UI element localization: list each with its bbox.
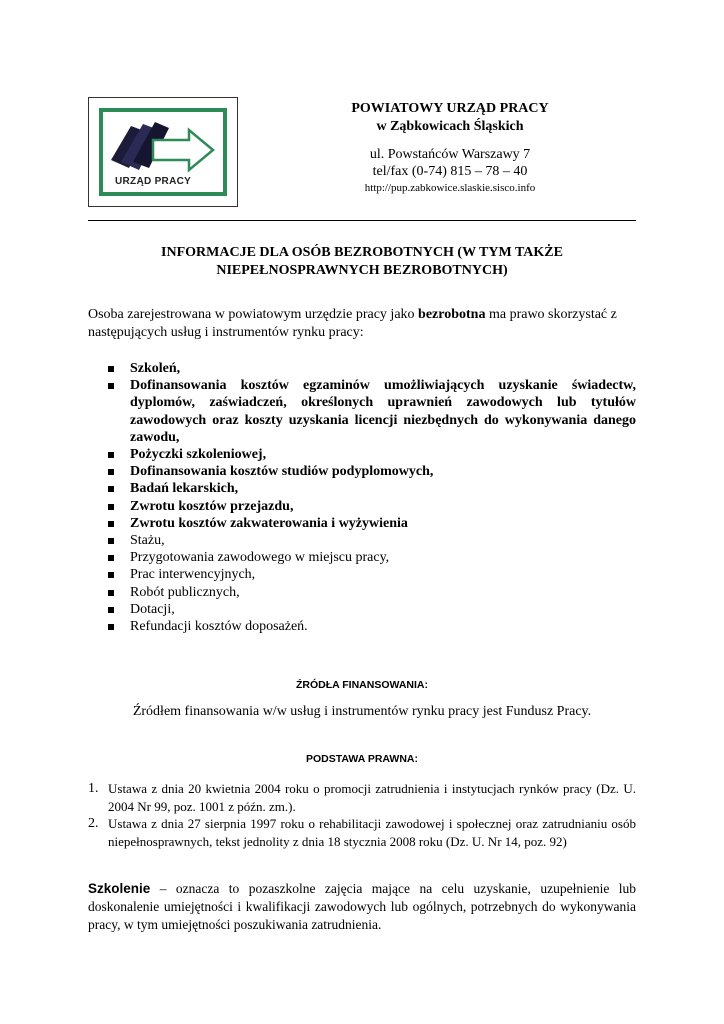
legal-item-number: 2.	[88, 816, 99, 831]
logo-frame	[99, 108, 227, 196]
office-address: ul. Powstańców Warszawy 7	[369, 147, 531, 162]
list-item: Dotacji,	[106, 601, 636, 618]
list-item: Prac interwencyjnych,	[106, 566, 636, 583]
list-item: Badań lekarskich,	[106, 480, 636, 497]
header-divider	[88, 220, 636, 221]
title-line-2: NIEPEŁNOSPRAWNYCH BEZROBOTNYCH)	[216, 263, 508, 278]
definition-term: Szkolenie	[88, 881, 151, 896]
list-item: Pożyczki szkoleniowej,	[106, 446, 636, 463]
intro-paragraph	[88, 306, 636, 342]
list-item: Dofinansowania kosztów egzaminów umożliwiających uzyskanie świadectw, dyplomów, zaświadczeń, określonych uprawnień zawodowych lub tytułów zawodowych oraz koszty uzyskania licencji niezbędnych do wykonywania danego zawodu,	[106, 377, 636, 446]
intro-after: ma prawo skorzystać z następujących usług i instrumentów rynku pracy:	[88, 307, 617, 340]
list-item: Szkoleń,	[106, 360, 636, 377]
list-item: Zwrotu kosztów zakwaterowania i wyżywienia	[106, 515, 636, 532]
definition-text: – oznacza to pozaszkolne zajęcia mające na celu uzyskanie, uzupełnienie lub doskonalenie umiejętności i kwalifikacji zawodowych lub ogólnych, potrzebnych do wykonywania pracy, w tym umiejętności poszukiwania zatrudnienia.	[88, 881, 636, 932]
list-item: Zwrotu kosztów przejazdu,	[106, 498, 636, 515]
office-url: http://pup.zabkowice.slaskie.sisco.info	[364, 182, 536, 194]
intro-before: Osoba zarejestrowana w powiatowym urzędzie pracy jako	[88, 307, 419, 322]
list-item	[88, 815, 636, 850]
legal-list	[88, 780, 636, 850]
office-location: w Ząbkowicach Śląskich	[376, 119, 524, 134]
services-list	[106, 360, 636, 635]
list-item: Robót publicznych,	[106, 584, 636, 601]
funding-heading: ŹRÓDŁA FINANSOWANIA:	[295, 679, 428, 691]
list-item	[88, 780, 636, 815]
list-item: Przygotowania zawodowego w miejscu pracy,	[106, 549, 636, 566]
list-item: Dofinansowania kosztów studiów podyplomowych,	[106, 463, 636, 480]
legal-item-text: Ustawa z dnia 27 sierpnia 1997 roku o rehabilitacji zawodowej i społecznej oraz zatrudnianiu osób niepełnosprawnych, tekst jednolity z dnia 18 stycznia 2008 roku (Dz. U. Nr 14, poz. 92)	[108, 816, 636, 849]
document-title	[88, 244, 636, 280]
definition-paragraph	[88, 880, 636, 934]
office-phone: tel/fax (0-74) 815 – 78 – 40	[372, 164, 528, 179]
logo-text: URZĄD PRACY	[115, 176, 192, 187]
legal-heading: PODSTAWA PRAWNA:	[306, 753, 418, 765]
funding-text: Źródłem finansowania w/w usług i instrumentów rynku pracy jest Fundusz Pracy.	[132, 704, 592, 719]
office-name: POWIATOWY URZĄD PRACY	[351, 101, 549, 116]
title-line-1: INFORMACJE DLA OSÓB BEZROBOTNYCH (W TYM TAKŻE	[161, 245, 563, 260]
list-item: Stażu,	[106, 532, 636, 549]
intro-emphasis: bezrobotna	[418, 307, 486, 322]
list-item: Refundacji kosztów doposażeń.	[106, 618, 636, 635]
logo	[88, 97, 238, 207]
legal-item-text: Ustawa z dnia 20 kwietnia 2004 roku o promocji zatrudnienia i instytucjach rynków pracy (Dz. U. 2004 Nr 99, poz. 1001 z późn. zm.).	[108, 781, 636, 814]
legal-item-number: 1.	[88, 781, 99, 796]
